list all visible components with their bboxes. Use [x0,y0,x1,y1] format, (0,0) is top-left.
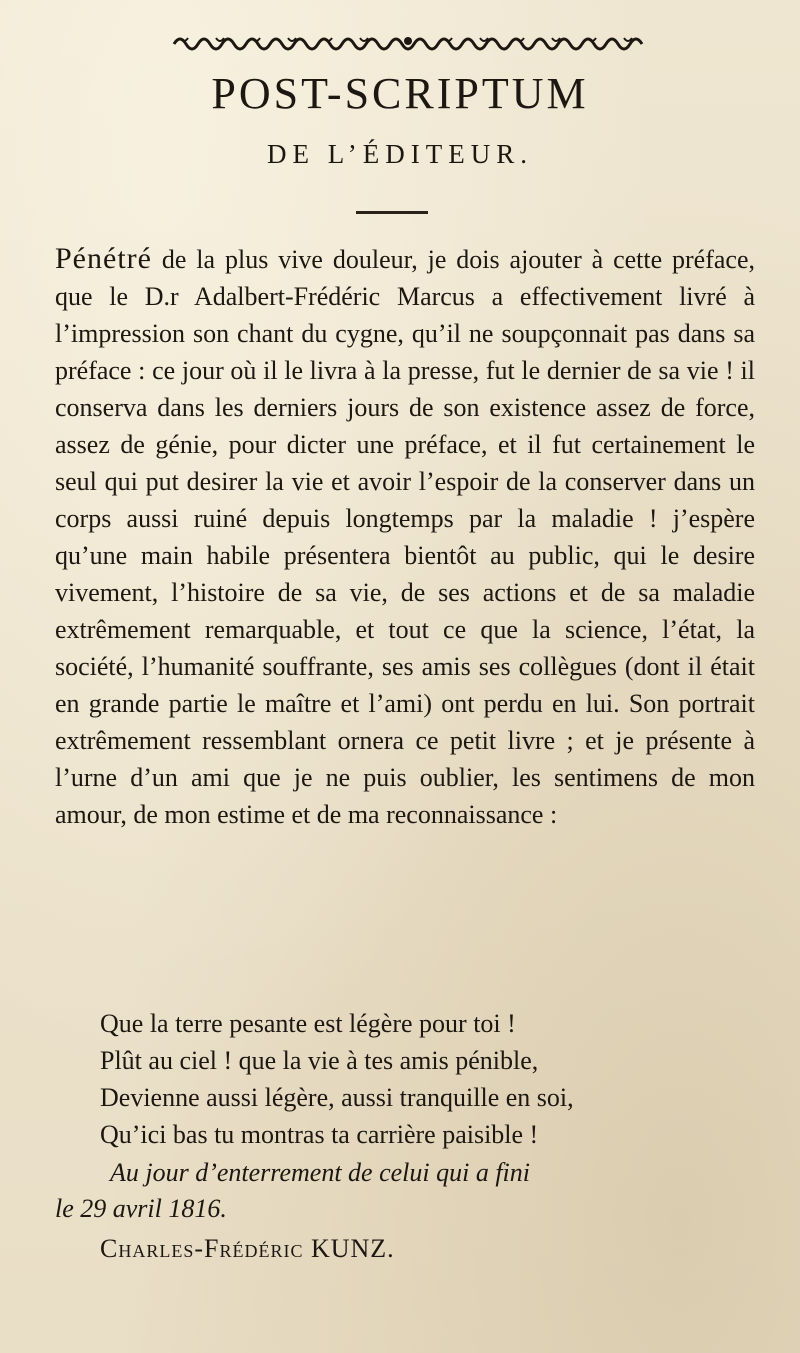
decorative-border-ornament [172,30,644,52]
body-paragraph [55,240,755,833]
verse-line-3: Devienne aussi légère, aussi tranquille en soi, [100,1083,574,1112]
page-subtitle: DE L’ÉDITEUR. [267,139,533,169]
dateline-line-1: Au jour d’enterrement de celui qui a fini [110,1158,530,1187]
dateline-line-2: le 29 avril 1816. [55,1194,227,1223]
verse-line-2: Plût au ciel ! que la vie à tes amis pénible, [100,1046,539,1075]
editor-signature: Charles-Frédéric KUNZ. [100,1234,395,1263]
paragraph-text [55,240,755,833]
page-title: POST-SCRIPTUM [211,69,589,118]
paragraph-content: de la plus vive douleur, je dois ajouter à cette préface, que le D.r Adalbert-Frédéric Marcus a effectivement livré à l’impression son chant du cygne, qu’il ne soupçonnait pas dans sa préface : ce jour où il le livra à la presse, fut le dernier de sa vie ! il conserva dans les derniers jours de son existence assez de force, assez de génie, pour dicter une préface, et il fut certainement le seul qui put desirer la vie et avoir l’espoir de la conserver dans un corps aussi ruiné depuis longtemps par la maladie ! j’espère qu’une main habile présentera bientôt au public, qui le desire vivement, l’histoire de sa vie, de ses actions et de sa maladie extrêmement remarquable, et tout ce que la science, l’état, la société, l’humanité souffrante, ses amis ses collègues (dont il était en grande partie le maître et l’ami) ont perdu en lui. Son portrait extrêmement ressemblant ornera ce petit livre ; et je présente à l’urne d’un ami que je ne puis oublier, les sentimens de mon amour, de mon estime et de ma reconnaissance : [55,245,756,829]
drop-word: Pénétré [55,242,152,275]
epitaph-verse [100,1005,760,1153]
verse-line-4: Qu’ici bas tu montras ta carrière paisible ! [100,1120,539,1149]
title-rule-divider [356,211,428,214]
verse-line-1: Que la terre pesante est légère pour toi ! [100,1009,516,1038]
dateline [55,1155,755,1227]
